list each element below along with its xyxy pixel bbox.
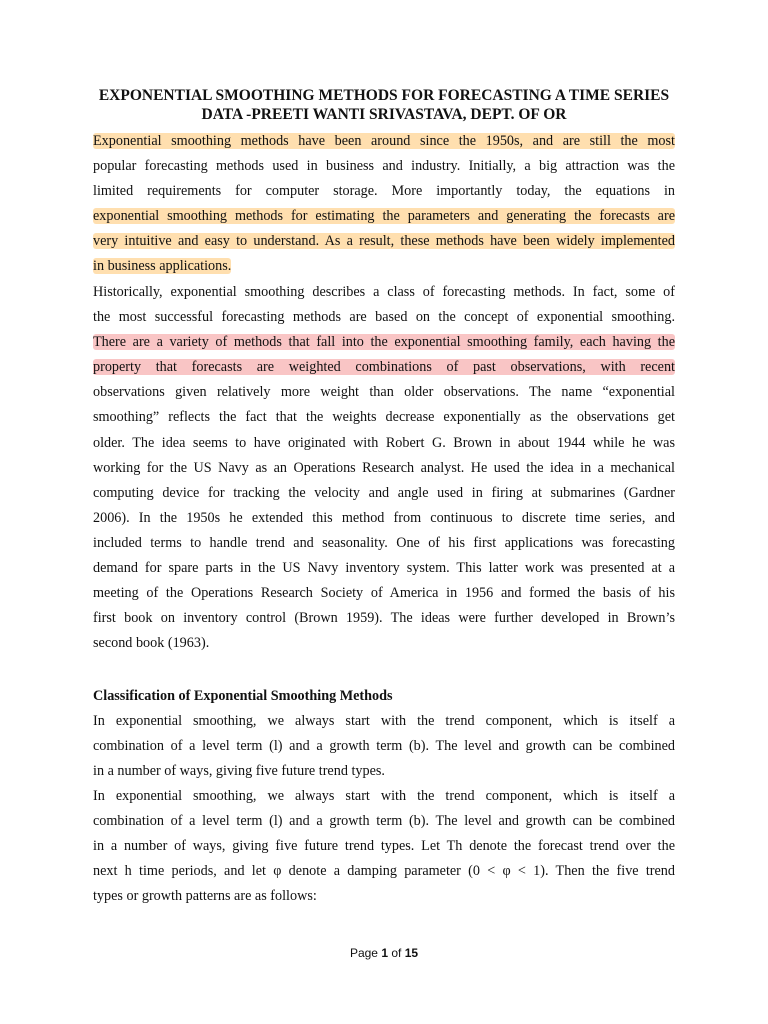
text-line: exponential smoothing methods for estimating the parameters and generating the forecasts are [93,208,675,225]
paragraph-trend-intro [93,709,675,784]
text-line: older. The idea seems to have originated with Robert G. Brown in about 1944 while he was [93,434,675,451]
paragraph-trend-types [93,784,675,909]
paragraph-history [93,280,675,656]
text-line: smoothing” reflects the fact that the weights decrease exponentially as the observations get [93,409,675,426]
text-line: There are a variety of methods that fall into the exponential smoothing family, each having the [93,334,675,351]
text-line: second book (1963). [93,635,210,652]
text-line: next h time periods, and let φ denote a damping parameter (0 < φ < 1). Then the five trend [93,863,675,880]
text-line: in a number of ways, giving five future trend types. [93,763,385,780]
title-line-1: EXPONENTIAL SMOOTHING METHODS FOR FORECASTING A TIME SERIES [98,87,670,104]
footer-page-number: 1 [381,946,388,960]
text-line: combination of a level term (l) and a growth term (b). The level and growth can be combined [93,738,675,755]
text-line: meeting of the Operations Research Society of America in 1956 and formed the basis of his [93,585,675,602]
text-line: In exponential smoothing, we always start with the trend component, which is itself a [93,713,675,729]
text-line: types or growth patterns are as follows: [93,888,317,905]
text-line: computing device for tracking the velocity and angle used in firing at submarines (Gardner [93,484,675,501]
text-line: demand for spare parts in the US Navy inventory system. This latter work was presented at a [93,560,675,577]
text-line: In exponential smoothing, we always start with the trend component, which is itself a [93,788,675,804]
text-line: property that forecasts are weighted combinations of past observations, with recent [93,359,675,376]
paragraph-intro [93,129,675,280]
text-line: 2006). In the 1950s he extended this method from continuous to discrete time series, and [93,509,675,526]
text-line: first book on inventory control (Brown 1959). The ideas were further developed in Brown’s [93,610,675,627]
section-heading: Classification of Exponential Smoothing Methods [93,688,393,704]
text-line: limited requirements for computer storage. More importantly today, the equations in [93,183,675,200]
text-line: observations given relatively more weight than older observations. The name “exponential [93,384,675,401]
footer-page-total: 15 [404,946,419,960]
text-line: included terms to handle trend and seasonality. One of his first applications was forecasting [93,534,675,551]
text-line: the most successful forecasting methods are based on the concept of exponential smoothing. [93,309,675,326]
title-line-2: DATA -PREETI WANTI SRIVASTAVA, DEPT. OF OR [201,106,567,123]
document-title [80,86,688,124]
text-line: very intuitive and easy to understand. As a result, these methods have been widely implemented [93,233,675,250]
footer-prefix: Page [349,946,378,960]
text-line: popular forecasting methods used in business and industry. Initially, a big attraction was the [93,158,675,175]
page-footer [0,946,768,960]
footer-of: of [391,946,402,960]
text-line: Exponential smoothing methods have been around since the 1950s, and are still the most [93,133,675,149]
text-line: Historically, exponential smoothing describes a class of forecasting methods. In fact, some of [93,284,675,300]
text-line: working for the US Navy as an Operations Research analyst. He used the idea in a mechanical [93,459,675,476]
text-line: combination of a level term (l) and a growth term (b). The level and growth can be combined [93,813,675,830]
text-line: in business applications. [93,258,232,275]
text-line: in a number of ways, giving five future trend types. Let Th denote the forecast trend over the [93,838,675,855]
